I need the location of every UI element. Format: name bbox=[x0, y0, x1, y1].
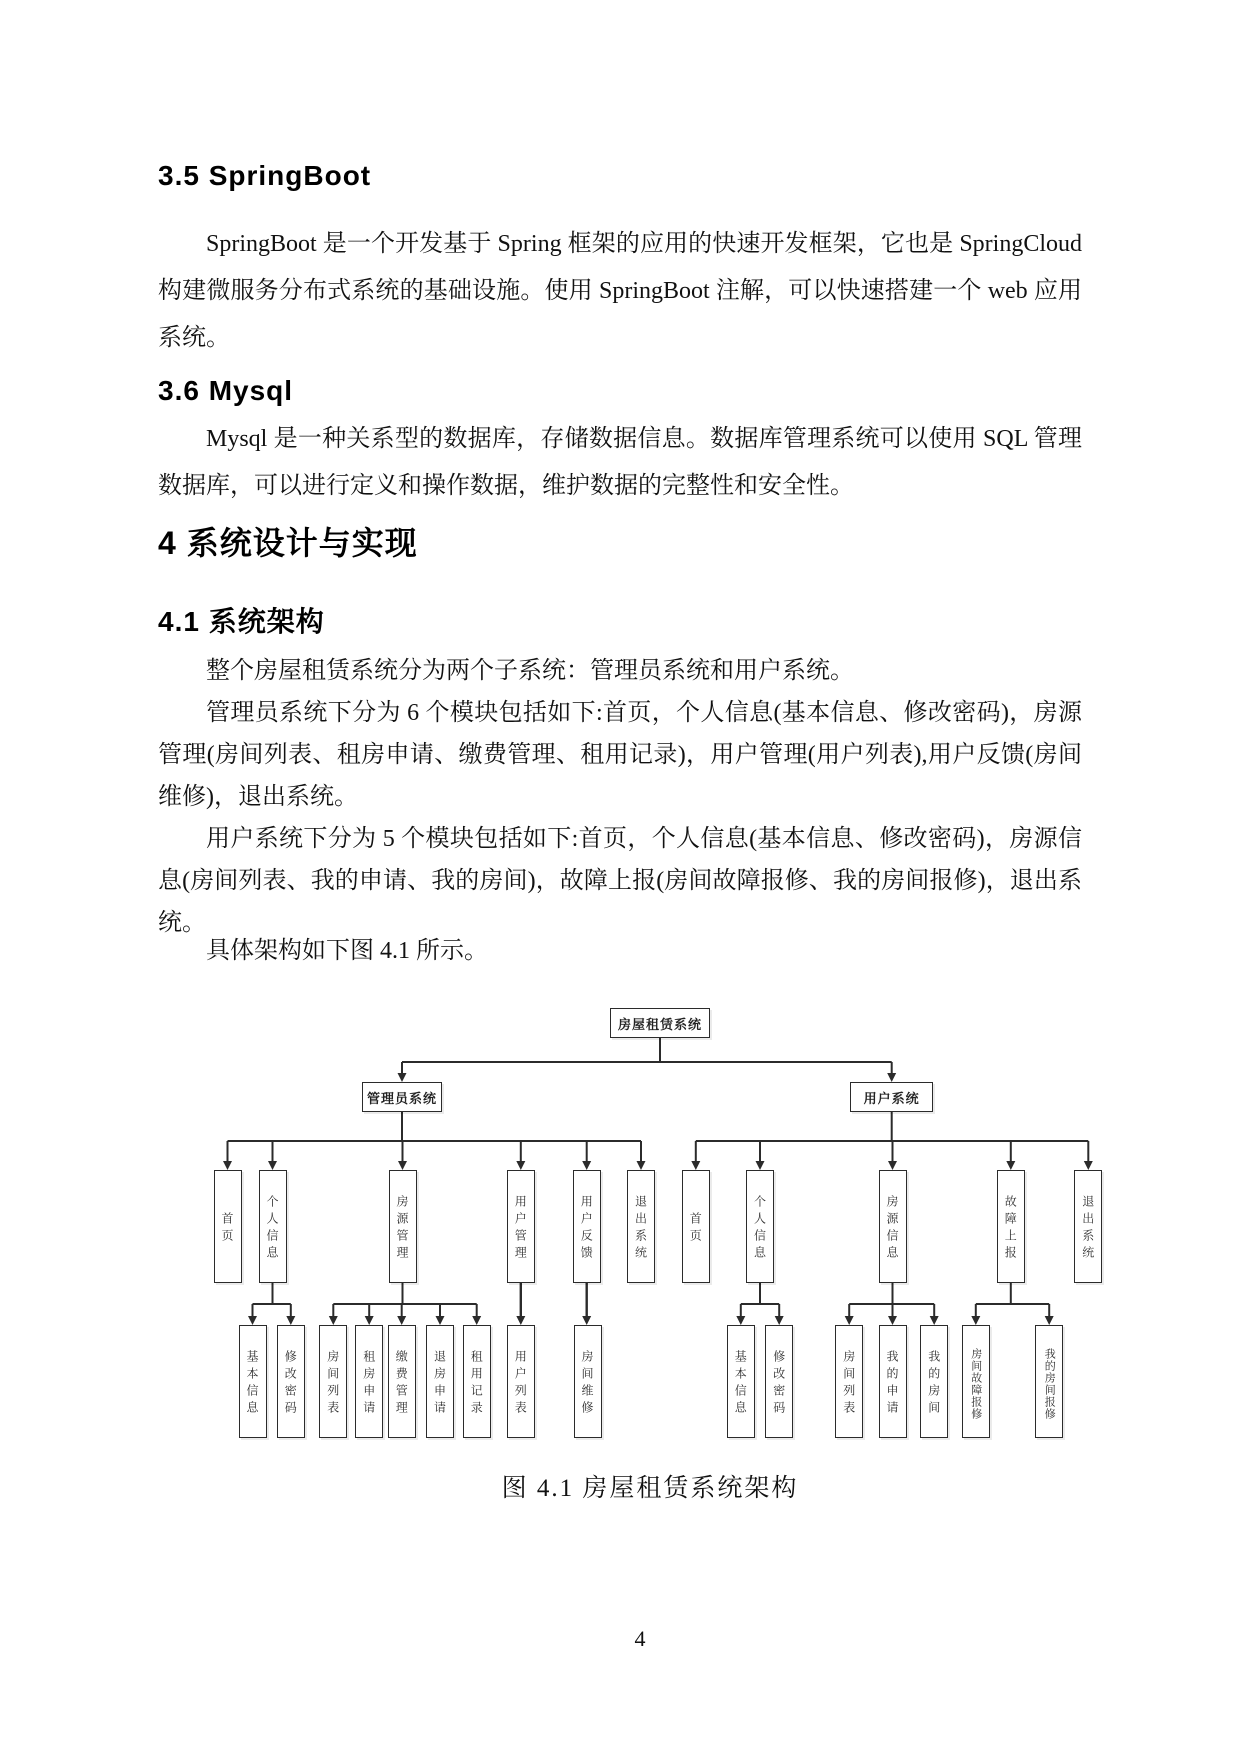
diagram-node-module: 退出系统 bbox=[627, 1170, 655, 1283]
diagram-node-module: 用户管理 bbox=[507, 1170, 535, 1283]
section-heading-4-1: 4.1 系统架构 bbox=[158, 606, 325, 637]
paragraph-user-modules: 用户系统下分为 5 个模块包括如下:首页，个人信息(基本信息、修改密码)，房源信息(房间列表、我的申请、我的房间)，故障上报(房间故障报修、我的房间报修)，退出系统。 bbox=[158, 826, 1082, 936]
diagram-node-module: 房源管理 bbox=[389, 1170, 417, 1283]
diagram-node-submodule: 基本信息 bbox=[239, 1325, 267, 1438]
diagram-node-submodule: 修改密码 bbox=[277, 1325, 305, 1438]
chapter-heading-4: 4 系统设计与实现 bbox=[158, 525, 418, 561]
page-number: 4 bbox=[634, 1626, 646, 1651]
diagram-node-submodule: 我的房间 bbox=[920, 1325, 948, 1438]
section-heading-3-6: 3.6 Mysql bbox=[158, 375, 294, 406]
diagram-node-submodule: 房间维修 bbox=[574, 1325, 602, 1438]
diagram-node-module: 故障上报 bbox=[997, 1170, 1025, 1283]
paragraph-admin-modules: 管理员系统下分为 6 个模块包括如下:首页，个人信息(基本信息、修改密码)，房源管理(房间列表、租房申请、缴费管理、租用记录)，用户管理(用户列表),用户反馈(房间维修)，退出系统。 bbox=[158, 700, 1082, 810]
diagram-node-module: 退出系统 bbox=[1074, 1170, 1102, 1283]
paragraph-springboot: SpringBoot 是一个开发基于 Spring 框架的应用的快速开发框架，它也是 SpringCloud 构建微服务分布式系统的基础设施。使用 SpringBoot 注解，可以快速搭建一个 web 应用系统。 bbox=[158, 231, 1082, 351]
diagram-node-module: 首页 bbox=[682, 1170, 710, 1283]
diagram-node-subsystem: 用户系统 bbox=[850, 1082, 933, 1112]
section-heading-3-5: 3.5 SpringBoot bbox=[158, 160, 372, 191]
diagram-node-module: 房源信息 bbox=[879, 1170, 907, 1283]
diagram-node-submodule: 房间列表 bbox=[835, 1325, 863, 1438]
diagram-node-module: 个人信息 bbox=[259, 1170, 287, 1283]
diagram-node-submodule: 房间列表 bbox=[319, 1325, 347, 1438]
diagram-node-module: 个人信息 bbox=[746, 1170, 774, 1283]
diagram-node-submodule: 租用记录 bbox=[463, 1325, 491, 1438]
diagram-node-submodule: 租房申请 bbox=[355, 1325, 383, 1438]
diagram-node-module: 首页 bbox=[214, 1170, 242, 1283]
paragraph-figure-reference: 具体架构如下图 4.1 所示。 bbox=[206, 938, 488, 964]
diagram-node-submodule: 退房申请 bbox=[426, 1325, 454, 1438]
diagram-node-submodule: 我的房间报修 bbox=[1035, 1325, 1063, 1438]
diagram-node-subsystem: 管理员系统 bbox=[362, 1082, 442, 1112]
diagram-node-submodule: 基本信息 bbox=[727, 1325, 755, 1438]
diagram-node-module: 用户反馈 bbox=[573, 1170, 601, 1283]
diagram-node-submodule: 缴费管理 bbox=[388, 1325, 416, 1438]
diagram-node-submodule: 房间故障报修 bbox=[962, 1325, 990, 1438]
diagram-node-root: 房屋租赁系统 bbox=[610, 1008, 710, 1038]
diagram-node-submodule: 用户列表 bbox=[507, 1325, 535, 1438]
paragraph-architecture-intro: 整个房屋租赁系统分为两个子系统：管理员系统和用户系统。 bbox=[206, 658, 854, 684]
diagram-node-submodule: 我的申请 bbox=[879, 1325, 907, 1438]
architecture-diagram bbox=[150, 1000, 1110, 1460]
figure-caption: 图 4.1 房屋租赁系统架构 bbox=[501, 1475, 799, 1502]
diagram-node-submodule: 修改密码 bbox=[765, 1325, 793, 1438]
paragraph-mysql: Mysql 是一种关系型的数据库，存储数据信息。数据库管理系统可以使用 SQL 管理数据库，可以进行定义和操作数据，维护数据的完整性和安全性。 bbox=[158, 426, 1082, 499]
